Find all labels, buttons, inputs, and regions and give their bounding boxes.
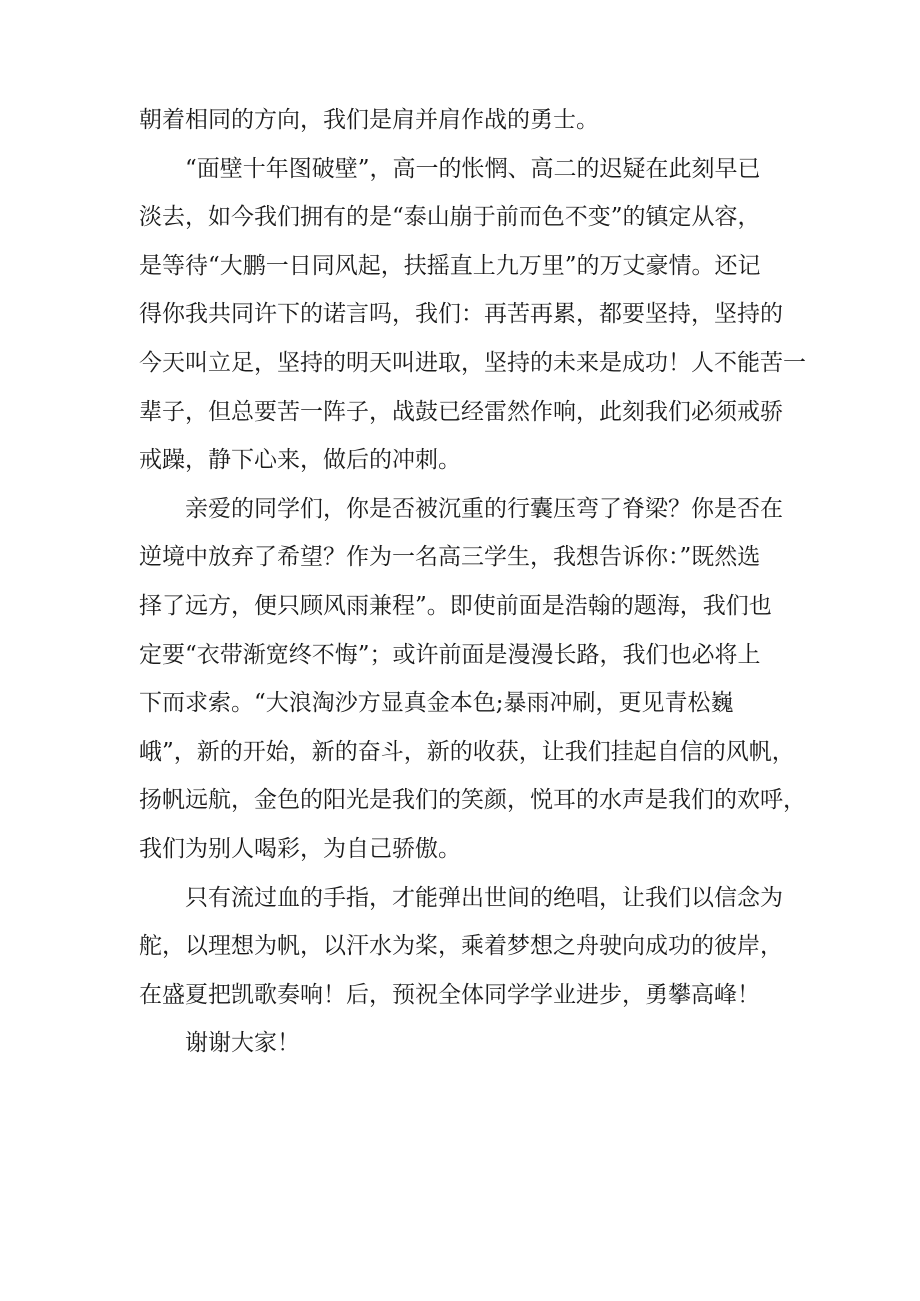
text-line: 是等待“大鹏一日同风起，扶摇直上九万里”的万丈豪情。还记 [139, 252, 761, 279]
text-line: 淡去，如今我们拥有的是“泰山崩于前而色不变”的镇定从容， [139, 204, 761, 231]
text-line: 今天叫立足，坚持的明天叫进取，坚持的未来是成功！人不能苦一 [139, 349, 806, 376]
text-line: 在盛夏把凯歌奏响！后，预祝全体同学学业进步，勇攀高峰！ [139, 981, 760, 1008]
text-line: 择了远方，便只顾风雨兼程”。即使前面是浩翰的题海，我们也 [139, 592, 772, 619]
text-line: 舵，以理想为帆，以汗水为桨，乘着梦想之舟驶向成功的彼岸， [139, 933, 783, 960]
document-body [139, 96, 809, 1068]
text-line: 亲爱的同学们，你是否被沉重的行囊压弯了脊梁？你是否在 [185, 495, 783, 522]
text-line: 扬帆远航，金色的阳光是我们的笑颜，悦耳的水声是我们的欢呼， [139, 787, 806, 814]
text-line: 逆境中放弃了希望？作为一名高三学生，我想告诉你：”既然选 [139, 544, 761, 571]
text-line: 峨”，新的开始，新的奋斗，新的收获，让我们挂起自信的风帆， [139, 738, 795, 765]
text-line: 辈子，但总要苦一阵子，战鼓已经雷然作响，此刻我们必须戒骄 [139, 398, 783, 425]
text-line: 得你我共同许下的诺言吗，我们：再苦再累，都要坚持，坚持的 [139, 301, 783, 328]
text-line: 朝着相同的方向，我们是肩并肩作战的勇士。 [139, 107, 599, 133]
text-line: 谢谢大家！ [185, 1030, 300, 1057]
text-line: 只有流过血的手指，才能弹出世间的绝唱，让我们以信念为 [185, 884, 783, 911]
text-line: 定要“衣带渐宽终不悔”；或许前面是漫漫长路，我们也必将上 [139, 641, 761, 668]
text-line: 下而求索。“大浪淘沙方显真金本色;暴雨冲刷，更见青松巍 [139, 690, 734, 717]
text-line: 戒躁，静下心来，做后的冲刺。 [139, 447, 461, 474]
text-line: “面壁十年图破壁”，高一的怅惘、高二的迟疑在此刻早已 [185, 155, 761, 182]
text-line: 我们为别人喝彩，为自己骄傲。 [139, 835, 461, 862]
